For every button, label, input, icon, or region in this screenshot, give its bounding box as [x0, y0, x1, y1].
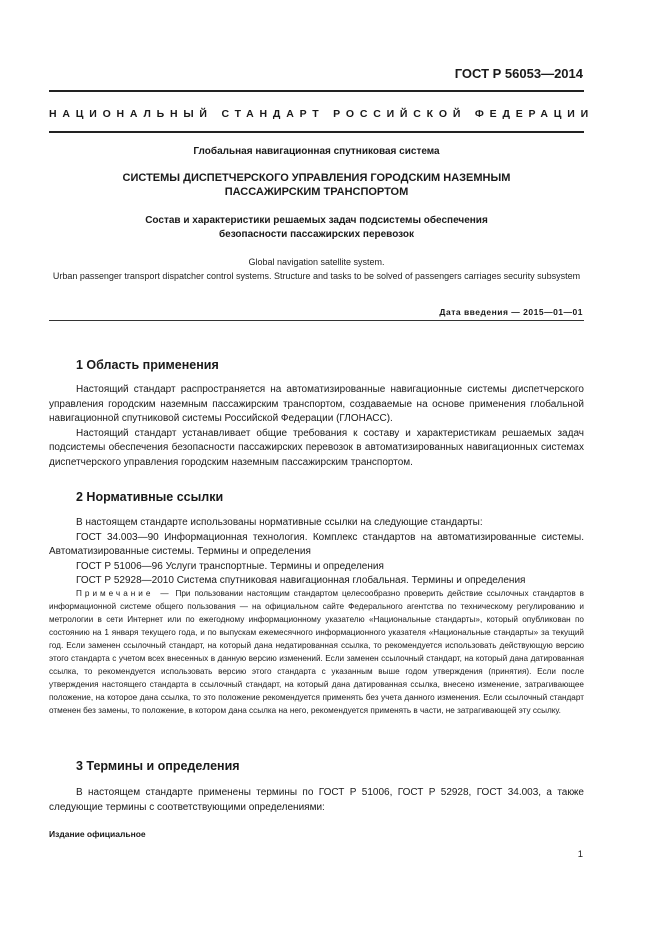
section-2-intro: В настоящем стандарте использованы нормативные ссылки на следующие стандарты: [76, 517, 483, 528]
system-title: Глобальная навигационная спутниковая система [193, 146, 440, 157]
section-1-body [49, 383, 584, 471]
page-number: 1 [577, 849, 583, 860]
section-3-paragraph-1: В настоящем стандарте применены термины по ГОСТ Р 51006, ГОСТ Р 52928, ГОСТ 34.003, а также следующие термины с соответствующими определениями: [49, 787, 584, 813]
note-label: Примечание — [76, 589, 172, 598]
standard-designation: ГОСТ Р 56053—2014 [454, 66, 583, 81]
national-standard-banner: НАЦИОНАЛЬНЫЙ СТАНДАРТ РОССИЙСКОЙ ФЕДЕРАЦИИ [49, 108, 594, 120]
section-1-paragraph-1: Настоящий стандарт распространяется на автоматизированные навигационные системы диспетчерского управления городским наземным пассажирским транспортом, создаваемые на основе применения глобальной навигационной спутниковой системы Российской Федерации (ГЛОНАСС). [49, 384, 584, 425]
main-title: СИСТЕМЫ ДИСПЕТЧЕРСКОГО УПРАВЛЕНИЯ ГОРОДСКИМ НАЗЕМНЫМ ПАССАЖИРСКИМ ТРАНСПОРТОМ [122, 172, 511, 198]
reference-item: ГОСТ 34.003—90 Информационная технология. Комплекс стандартов на автоматизированные системы. Автоматизированные системы. Термины и определения [49, 531, 584, 558]
reference-item: ГОСТ Р 51006—96 Услуги транспортные. Термины и определения [76, 560, 384, 572]
official-edition-label: Издание официальное [49, 829, 146, 839]
top-rule [49, 90, 584, 92]
references-note [49, 587, 584, 717]
subtitle: Состав и характеристики решаемых задач подсистемы обеспечения безопасности пассажирских перевозок [145, 215, 488, 240]
english-title-line1: Global navigation satellite system. [248, 257, 385, 267]
section-1-paragraph-2: Настоящий стандарт устанавливает общие требования к составу и характеристикам решаемых задач подсистемы обеспечения безопасности пассажирских перевозок в автоматизированных навигационных системах диспетчерского управления городским наземным пассажирским транспортом. [49, 427, 584, 468]
section-2-body [49, 516, 584, 589]
section-1-heading: 1 Область применения [76, 358, 219, 372]
section-3-body [49, 786, 584, 815]
banner-rule [49, 131, 584, 133]
date-rule [49, 320, 584, 321]
note-text: При пользовании настоящим стандартом целесообразно проверить действие ссылочных стандартов в информационной системе общего пользования — на официальном сайте Федерального агентства по техническому регулированию и метрологии в сети Интернет или по ежегодному информационному указателю «Национальные стандарты», который опубликован по состоянию на 1 января текущего года, и по выпускам ежемесячного информационного указателя «Национальные стандарты» за текущий год. Если заменен ссылочный стандарт, на который дана недатированная ссылка, то рекомендуется использовать действующую версию этого стандарта с учетом всех внесенных в данную версию изменений. Если заменен ссылочный стандарт, на который дана датированная ссылка, то рекомендуется использовать версию этого стандарта с указанным выше годом утверждения (принятия). Если после утверждения настоящего стандарта в ссылочный стандарт, на который дана датированная ссылка, внесено изменение, затрагивающее положение, на которое дана ссылка, то это положение рекомендуется применять без учета данного изменения. Если ссылочный стандарт отменен без замены, то положение, в котором дана ссылка на него, рекомендуется применять в части, не затрагивающей эту ссылку. [49, 589, 584, 716]
intro-date: Дата введения — 2015—01—01 [439, 307, 583, 317]
section-3-heading: 3 Термины и определения [76, 759, 240, 773]
section-2-heading: 2 Нормативные ссылки [76, 490, 224, 504]
english-title-line2: Urban passenger transport dispatcher control systems. Structure and tasks to be solved of passengers carriages security subsystem [52, 271, 581, 281]
reference-item: ГОСТ Р 52928—2010 Система спутниковая навигационная глобальная. Термины и определения [76, 575, 526, 587]
